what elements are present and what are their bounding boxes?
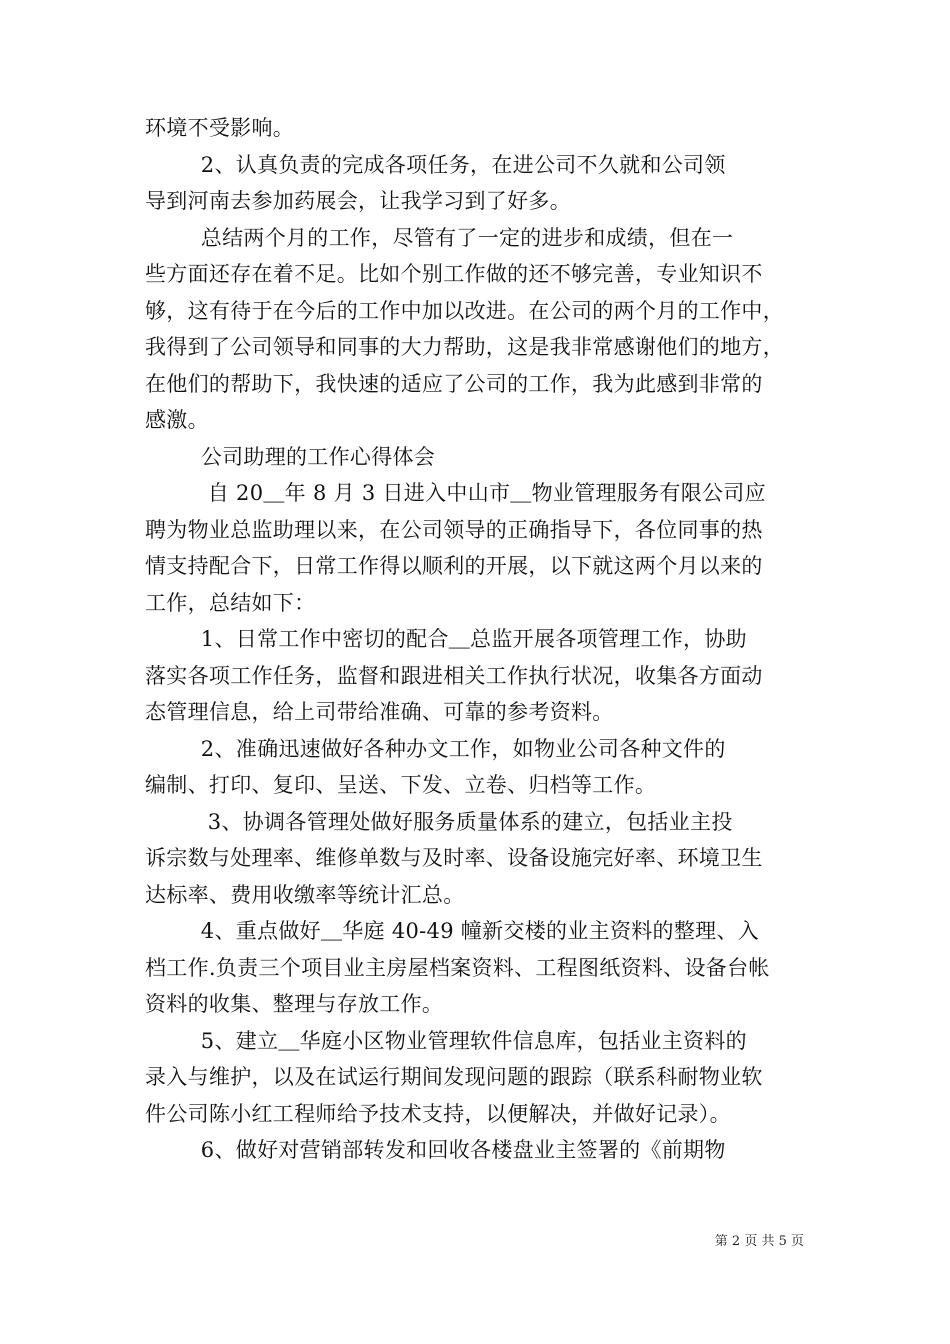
text-line: 环境不受影响。	[145, 116, 295, 140]
text-line: 在他们的帮助下，我快速的适应了公司的工作，我为此感到非常的	[145, 371, 763, 396]
text-line: 聘为物业总监助理以来，在公司领导的正确指导下，各位同事的热	[145, 517, 763, 542]
text-line: 录入与维护，以及在试运行期间发现问题的跟踪（联系科耐物业软	[145, 1065, 763, 1089]
text-line: 导到河南去参加药展会，让我学习到了好多。	[145, 189, 571, 213]
text-line: 达标率、费用收缴率等统计汇总。	[145, 882, 465, 907]
text-line: 件公司陈小红工程师给予技术支持，以便解决，并做好记录）。	[145, 1101, 731, 1126]
text-line: 够，这有待于在今后的工作中加以改进。在公司的两个月的工作中，	[145, 298, 784, 323]
text-line: 态管理信息，给上司带给准确、可靠的参考资料。	[145, 700, 614, 724]
text-line: 落实各项工作任务，监督和跟进相关工作执行状况，收集各方面动	[145, 663, 763, 688]
text-line: 编制、打印、复印、呈送、下发、立卷、归档等工作。	[145, 773, 657, 797]
text-line: 5、建立＿华庭小区物业管理软件信息库，包括业主资料的	[145, 1028, 747, 1053]
text-line: 工作，总结如下：	[145, 590, 316, 615]
text-line: 2、准确迅速做好各种办文工作，如物业公司各种文件的	[145, 736, 726, 761]
text-line: 感激。	[145, 408, 209, 432]
text-line: 4、重点做好＿华庭 40-49 幢新交楼的业主资料的整理、入	[145, 919, 760, 943]
page-number: 第 2 页 共 5 页	[714, 1234, 804, 1249]
text-line: 情支持配合下，日常工作得以顺利的开展，以下就这两个月以来的	[145, 554, 763, 578]
text-line: 自 20＿年 8 月 3 日进入中山市＿物业管理服务有限公司应	[145, 481, 766, 505]
text-line: 2、认真负责的完成各项任务，在进公司不久就和公司领	[145, 152, 726, 177]
text-line: 公司助理的工作心得体会	[145, 444, 436, 469]
text-line: 资料的收集、整理与存放工作。	[145, 992, 444, 1016]
text-line: 档工作.负责三个项目业主房屋档案资料、工程图纸资料、设备台帐	[145, 955, 770, 980]
text-line: 3、协调各管理处做好服务质量体系的建立，包括业主投	[145, 809, 733, 834]
text-line: 我得到了公司领导和同事的大力帮助，这是我非常感谢他们的地方，	[145, 335, 784, 359]
text-line: 1、日常工作中密切的配合＿总监开展各项管理工作，协助	[145, 627, 747, 651]
text-line: 总结两个月的工作，尽管有了一定的进步和成绩，但在一	[145, 225, 734, 250]
text-line: 些方面还存在着不足。比如个别工作做的还不够完善，专业知识不	[145, 262, 763, 286]
text-line: 诉宗数与处理率、维修单数与及时率、设备设施完好率、环境卫生	[145, 846, 763, 870]
text-line: 6、做好对营销部转发和回收各楼盘业主签署的《前期物	[145, 1138, 726, 1162]
